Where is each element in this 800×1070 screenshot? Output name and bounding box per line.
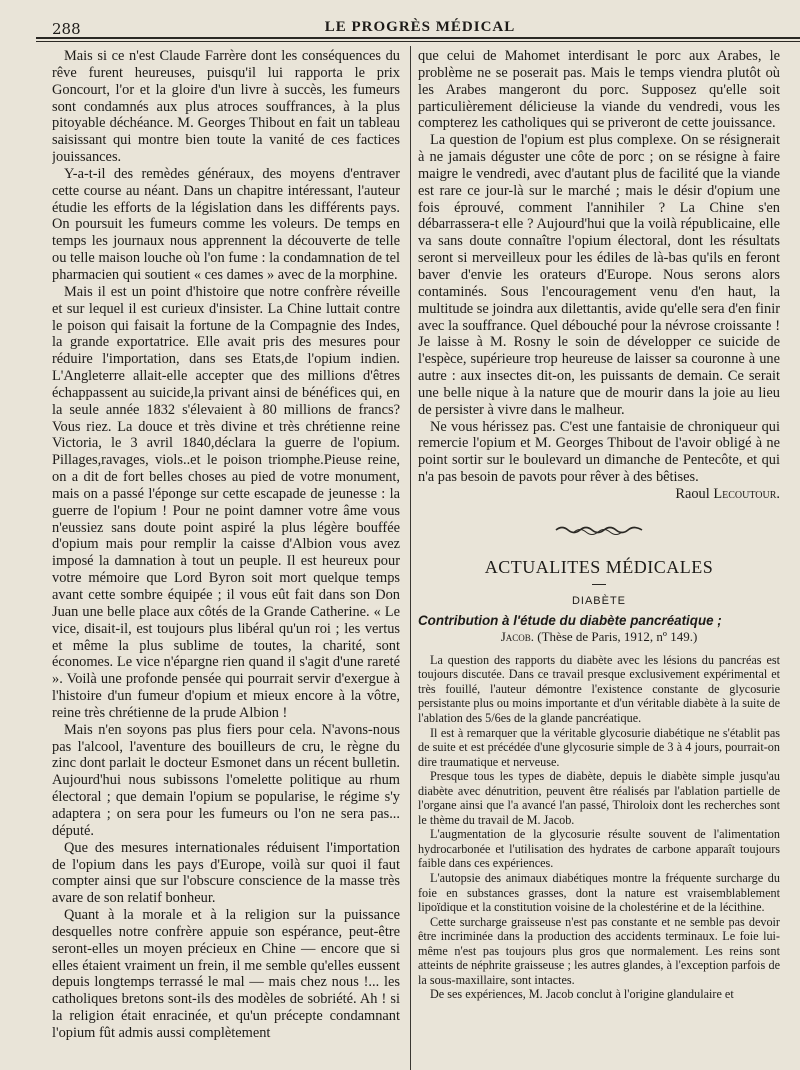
article-byline xyxy=(418,629,780,645)
article-paragraph: L'augmentation de la glycosurie résulte souvent de l'alimentation hydrocarbonée et l'utilisation des hydrates de carbone apparaît toujours faible dans ces expériences. xyxy=(418,827,780,871)
article-paragraph: Il est à remarquer que la véritable glycosurie diabétique ne s'établit pas de suite et est précédée d'une glycosurie simple de 3 à 4 jours, pourrait-on dire traumatique et nerveuse. xyxy=(418,725,780,769)
left-column xyxy=(52,48,400,1070)
body-paragraph: Ne vous hérissez pas. C'est une fantaisie de chroniqueur qui remercie l'opium et M. Georges Thibout de l'avoir obligé à ne point sortir sur le boulevard un dimanche de Pentecôte, et qui n'a pas besoin de pavots pour rêver à des bêtises. xyxy=(418,418,780,486)
subheading: DIABÈTE xyxy=(571,594,627,607)
article-paragraph: Cette surcharge graisseuse n'est pas constante et ne semble pas devoir être incriminée dans la production des accidents terminaux. Le foie lui-même n'est pas toujours plus gros que normalement. Les reins sont atteints de néphrite graisseuse ; les autres glandes, à l'exception parfois de la sous-maxillaire, sont intactes. xyxy=(418,914,780,987)
wavy-ornament-icon xyxy=(554,523,644,537)
page-header xyxy=(0,10,800,40)
body-paragraph: La question de l'opium est plus complexe. On se résignerait à ne jamais déguster une côte de porc ; on se résigne à faire maigre le vendredi, avec d'autant plus de facilité que la viande est rare ce jour-là sur le marché ; mais le désir d'opium une fois éprouvé, comment l'annihiler ? La Chine s'en débarrassera-t elle ? Aujourd'hui que la voilà républicaine, elle va sans doute connaître l'opium électoral, dont les résultats seront si merveilleux pour les édiles de là-bas qu'ils en feront baver d'envie les orateurs d'Europe. Nous serons alors contaminés. Sous l'encouragement venu d'en haut, la multitude se joindra aux dilettantis, avide qu'elle sera d'en finir avec la souffrance. Quel débouché pour la névrose croissante ! Je laisse à M. Rosny le soin de développer ce suicide de l'espèce, supérieure trop heureuse de laisser sa couronne à une autre : aux insectes dit-on, les puissants de demain. Ce serait une belle nique à la nature que de mourir dans la joie au lieu de persister à vivre dans le malheur. xyxy=(418,132,780,418)
body-paragraph: Que des mesures internationales réduisent l'importation de l'opium dans les pays d'Europe, voilà sur quoi il faut compter ainsi que sur l'obscure conscience de la masse très avare de son relatif bonheur. xyxy=(52,839,400,907)
article-title-text: Contribution à l'étude du diabète pancréatique xyxy=(418,612,714,628)
article-paragraph: De ses expériences, M. Jacob conclut à l'origine glandulaire et xyxy=(430,987,734,1002)
journal-title: LE PROGRÈS MÉDICAL xyxy=(324,19,516,35)
page-number: 288 xyxy=(52,20,81,38)
body-paragraph: Mais n'en soyons pas plus fiers pour cela. N'avons-nous pas l'alcool, l'aventure des bouilleurs de cru, le règne du zinc dont parlait le docteur Esmonet dans un récent bulletin. Aujourd'hui nous subissons l'omelette politique au rhum électoral ; que demain l'opium se popularise, le régime s'y adaptera ; on sera pour les fumeurs ou l'on ne sera pas... député. xyxy=(52,721,400,839)
right-column xyxy=(418,48,780,1070)
section-rule xyxy=(592,584,606,585)
article-paragraph: L'autopsie des animaux diabétiques montre la fréquente surcharge du foie en substances grasses, dont la nature est vraisemblablement lipoïdique et la constitution voisine de la cholestérine et de la lécithine. xyxy=(418,870,780,915)
header-rule-thick xyxy=(36,37,800,39)
article-title xyxy=(418,613,780,629)
column-divider xyxy=(410,46,411,1070)
signature-first-name: Raoul xyxy=(675,485,710,502)
body-paragraph: que celui de Mahomet interdisant le porc aux Arabes, le problème ne se poserait pas. Mais le temps viendra plutôt où les Arabes mangeront du porc. Supposez qu'elle soit particulièrement délicieuse la viande du vendredi, vous les compterez les catholiques qui se priveront de cette jouissance. xyxy=(418,48,780,132)
article-author: Jacob. xyxy=(500,628,535,644)
body-paragraph: Mais il est un point d'histoire que notre confrère réveille et sur lequel il est curieux d'insister. La Chine luttait contre le poison qui faisait la fortune de la Compagnie des Indes, la grande exportatrice. Elle avait pris des mesures pour réduire l'importation, dans ses Etats,de l'opium indien. L'Angleterre allait-elle accepter que des millions d'êtres échappassent au suicide,la privant ainsi de bénéfices qui, en la seule année 1832 s'élevaient à 80 millions de francs? Vous riez. La douce et très divine et très chrétienne reine Victoria, le 3 avril 1840,déclara la guerre de l'opium. Pillages,ravages, viols..et le poison triomphe.Pieuse reine, on a dit de fort belles choses au pied de votre monument, mais on a passé l'éponge sur cette escapade de jeunesse : la guerre de l'opium ! Pour ne point damner votre âme vous n'eussiez sans doute point aspiré la plus légère bouffée d'opium mais pour remplir la caisse d'Albion vous avez imposé la damnation à tout un peuple. Il est heureux pour votre mémoire que Lord Byron soit mort quelque temps avant cette sombre équipée ; il vous eût fait dans son Don Juan une belle place aux côtés de la Grande Catherine. « Le vice, disait-il, est toujours plus libéral qu'un roi ; les vertus et même la plus sublime de toutes, la charité, sont économes. Le vice n'épargne rien quand il s'agit d'une rareté ». Voilà une profonde pensée qui pourrait servir d'exergue à l'histoire d'un fumeur d'opium et mieux encore à la vôtre, reine très chrétienne de la prude Albion ! xyxy=(52,283,400,721)
article-title-separator: ; xyxy=(713,612,722,628)
section-title: ACTUALITES MÉDICALES xyxy=(484,556,714,577)
body-paragraph: Mais si ce n'est Claude Farrère dont les conséquences du rêve furent heureuses, puisqu'il lui rapporta le prix Goncourt, l'or et la gloire d'un livre à succès, les fumeurs sont condamnés aux plus atroces souffrances, à la plus pitoyable déchéance. M. Georges Thibout en fait un tableau saisissant qui montre bien toute la vanité de ces factices jouissances. xyxy=(52,48,400,166)
article-paragraph: Presque tous les types de diabète, depuis le diabète simple jusqu'au diabète avec dénutrition, peuvent être réalisés par l'ablation partielle de l'organe ainsi que l'a avancé l'an passé, Thiroloix dont les recherches sont le thème du travail de M. Jacob. xyxy=(418,769,780,827)
body-paragraph: Quant à la morale et à la religion sur la puissance desquelles notre confrère appuie son espérance, peut-être seront-elles un moyen précieux en Chine — encore que si elles étaient vraiment un frein, il me semble qu'elles eussent depuis longtemps terrassé le mal — mais chez nous !... les catholiques bretons sont-ils des modèles de sobriété. Ah ! si la religion était enracinée, et qu'un précepte condamnant l'opium fût admis aussi complètement xyxy=(52,907,400,1041)
author-signature xyxy=(418,486,780,503)
signature-surname: Lecoutour. xyxy=(713,485,780,502)
header-rule-thin xyxy=(36,41,800,42)
article-paragraph: La question des rapports du diabète avec les lésions du pancréas est toujours discutée. Dans ce travail presque exclusivement expérimental et très fouillé, l'auteur démontre l'existence constante de glycosurie persistante plus ou moins importante et d'un véritable diabète à la suite de l'ablation des 5/6es de la glande pancréatique. xyxy=(418,652,780,725)
body-paragraph: Y-a-t-il des remèdes généraux, des moyens d'entraver cette course au néant. Dans un chapitre intéressant, l'auteur étudie les efforts de la législation dans les différents pays. On poursuit les fumeurs comme les voleurs. De temps en temps les journaux nous apprennent la découverte de telle ou telle maison louche où l'on fume : la condamnation de tel pharmacien qui soutient « ces dames » avec de la morphine. xyxy=(52,165,400,283)
article-source: (Thèse de Paris, 1912, nº 149.) xyxy=(537,628,698,644)
